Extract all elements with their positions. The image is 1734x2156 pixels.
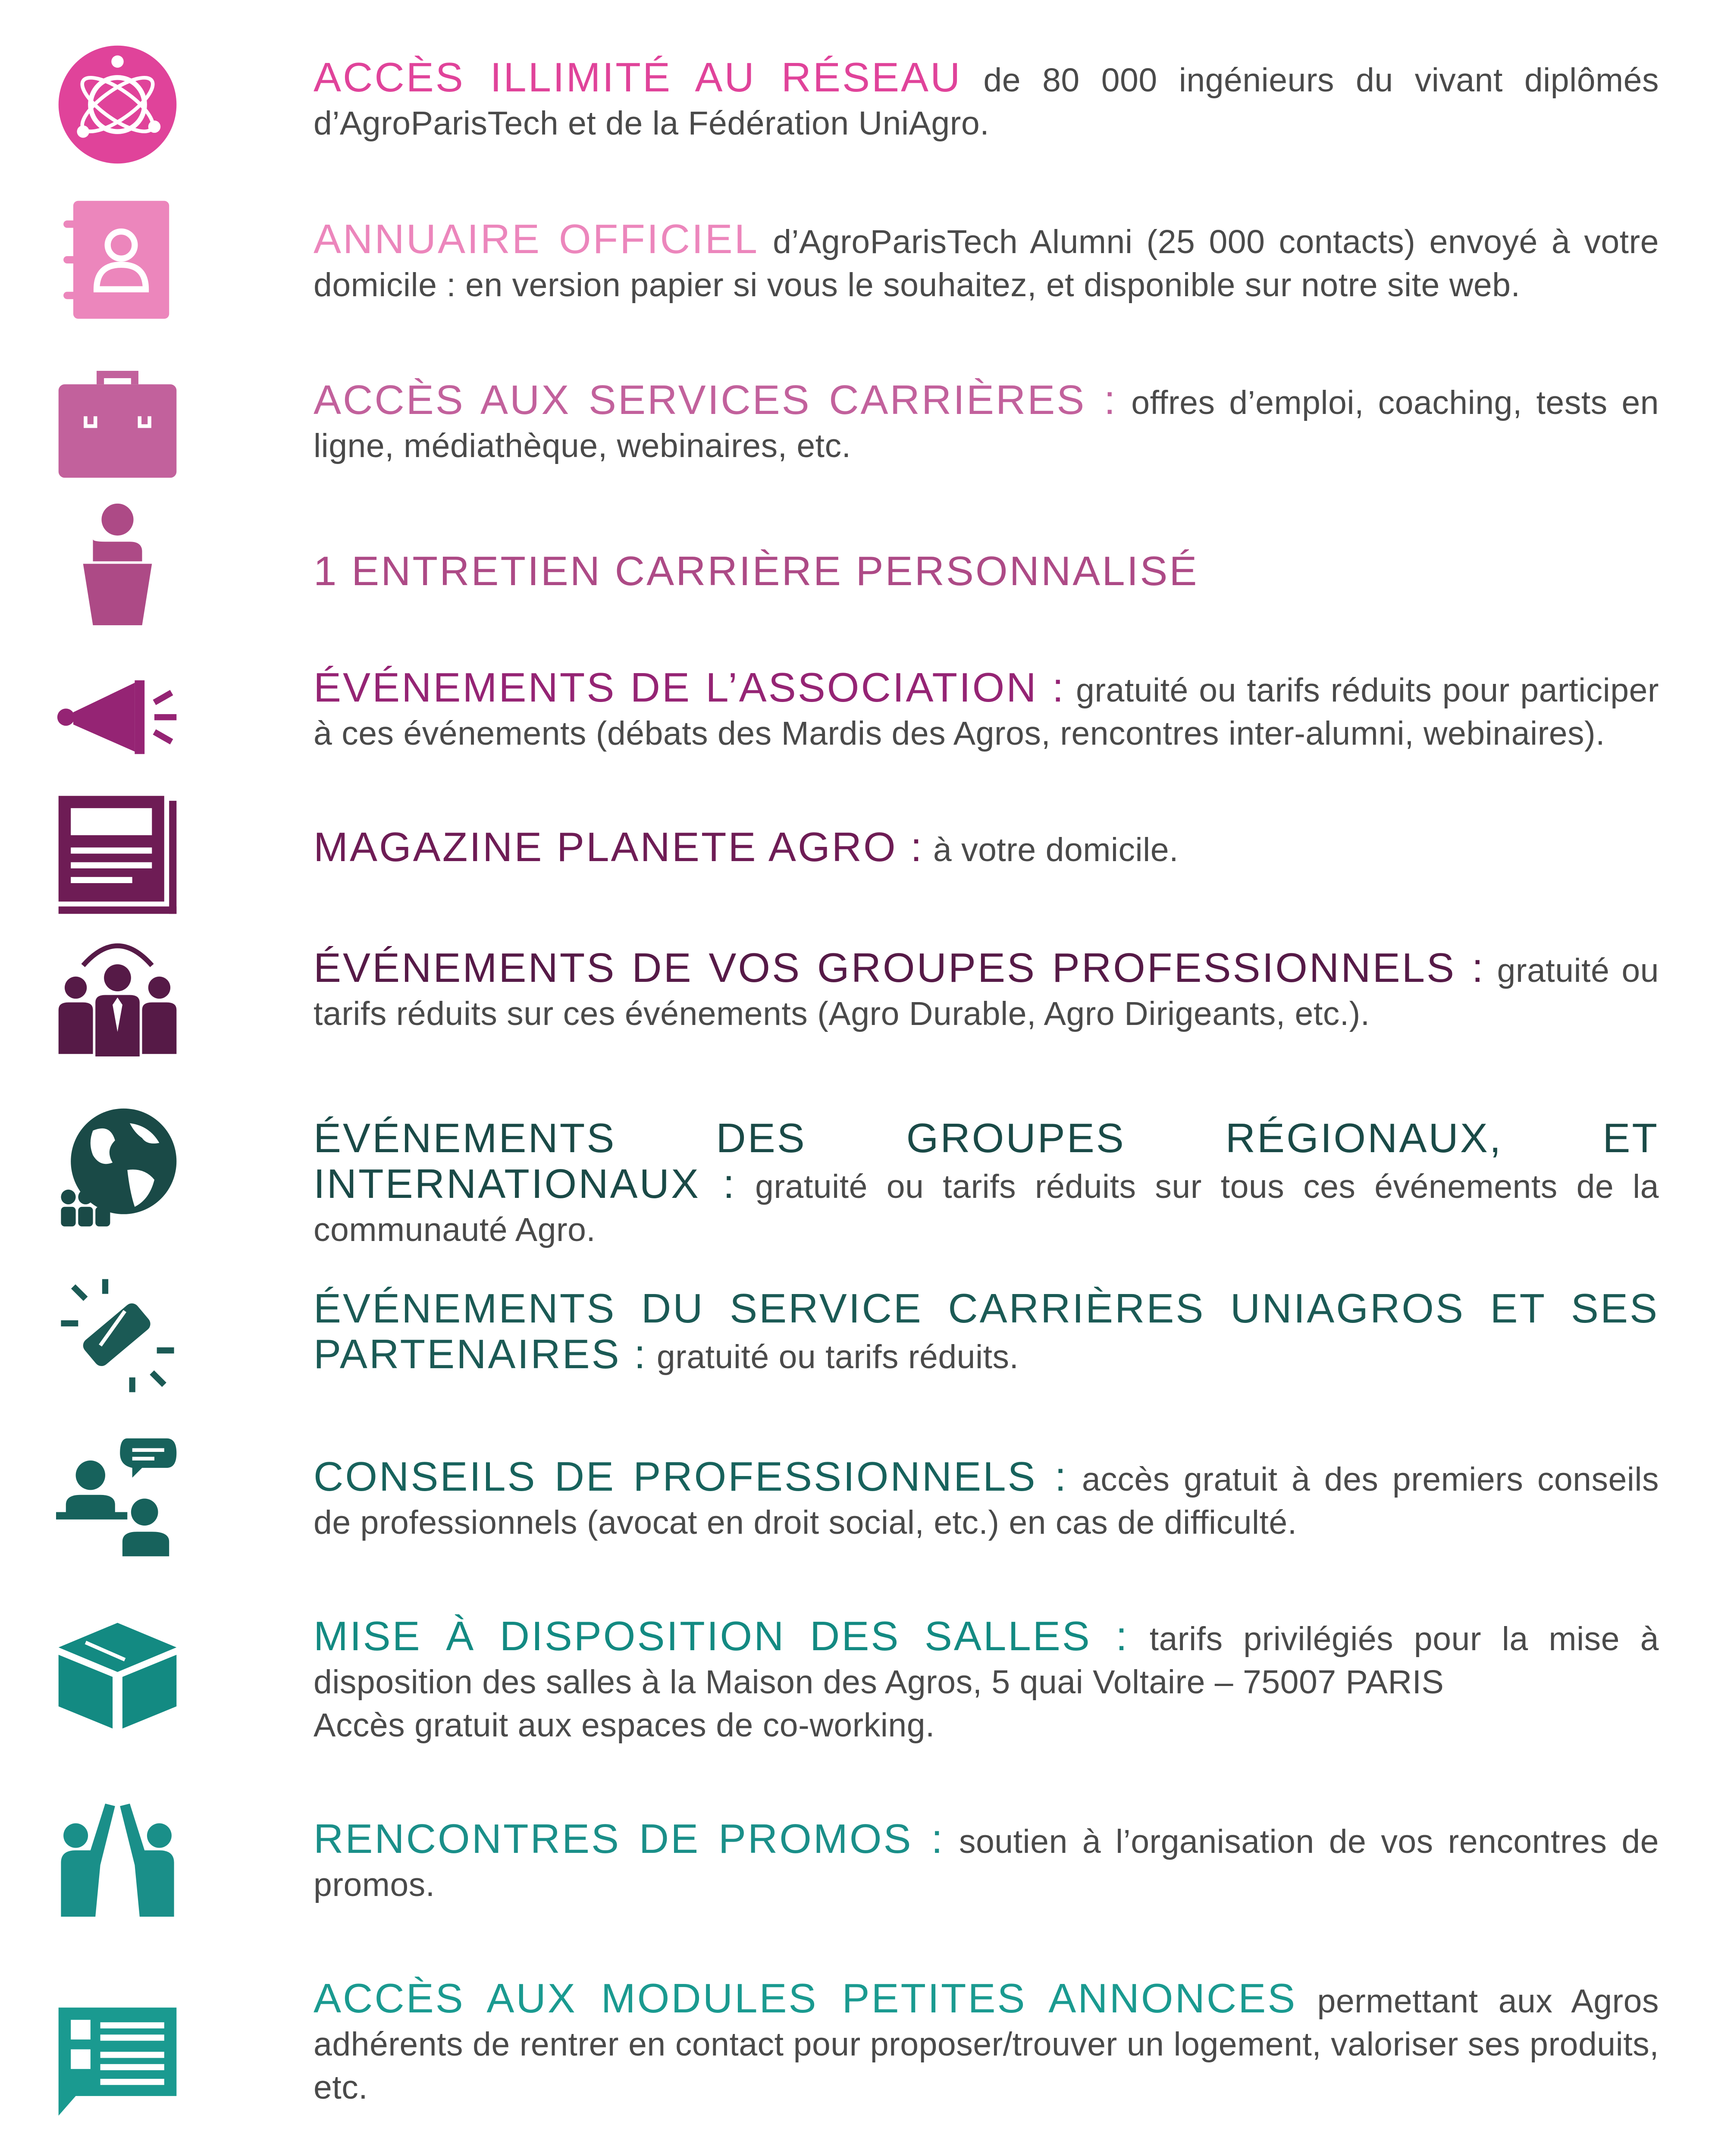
item-description: gratuité ou tarifs réduits pour participer à ces événements (débats des Mardis des Agros, rencontres inter-alumni, webinaires). xyxy=(314,672,1659,752)
world-people-icon xyxy=(56,1106,179,1229)
advice-chat-icon xyxy=(56,1436,179,1559)
item-title: ÉVÉNEMENTS DE L’ASSOCIATION : xyxy=(314,664,1066,711)
item-description: gratuité ou tarifs réduits sur ces événements (Agro Durable, Agro Dirigeants, etc.). xyxy=(314,952,1659,1032)
item-title: 1 ENTRETIEN CARRIÈRE PERSONNALISÉ xyxy=(314,548,1199,594)
diploma-icon xyxy=(56,1274,179,1397)
item-title: ÉVÉNEMENTS DU SERVICE CARRIÈRES UNIAGROS ET SES PARTENAIRES : xyxy=(314,1285,1659,1377)
high-five-icon xyxy=(56,1794,179,1917)
item-title: CONSEILS DE PROFESSIONNELS : xyxy=(314,1454,1068,1500)
item-description-extra: Accès gratuit aux espaces de co-working. xyxy=(314,1707,935,1744)
item-title: ACCÈS AUX SERVICES CARRIÈRES : xyxy=(314,377,1117,423)
business-group-icon xyxy=(56,934,179,1056)
item-description: à votre domicile. xyxy=(923,831,1179,868)
item-description: accès gratuit à des premiers conseils de professionnels (avocat en droit social, etc.) en cas de difficulté. xyxy=(314,1461,1659,1541)
item-description: offres d’emploi, coaching, tests en ligne, médiathèque, webinaires, etc. xyxy=(314,384,1659,464)
classified-ads-icon xyxy=(56,2005,179,2128)
item-title: ÉVÉNEMENTS DE VOS GROUPES PROFESSIONNELS : xyxy=(314,945,1485,991)
item-title: MISE À DISPOSITION DES SALLES : xyxy=(314,1613,1129,1659)
item-description: permettant aux Agros adhérents de rentrer en contact pour proposer/trouver un logement, valoriser ses produits, etc. xyxy=(314,1983,1659,2106)
item-title: ANNUAIRE OFFICIEL xyxy=(314,216,759,262)
item-title: ÉVÉNEMENTS DES GROUPES RÉGIONAUX, ET INTERNATIONAUX : xyxy=(314,1115,1659,1207)
briefcase-icon xyxy=(56,362,179,485)
megaphone-icon xyxy=(56,653,179,776)
item-title: ACCÈS AUX MODULES PETITES ANNONCES xyxy=(314,1975,1297,2021)
address-book-icon xyxy=(56,198,179,321)
item-description: d’AgroParisTech Alumni (25 000 contacts) envoyé à votre domicile : en version papier si vous le souhaitez, et disponible sur notre site web. xyxy=(314,223,1659,304)
item-description: de 80 000 ingénieurs du vivant diplômés d’AgroParisTech et de la Fédération UniAgro. xyxy=(314,62,1659,142)
speaker-podium-icon xyxy=(56,502,179,625)
network-globe-icon xyxy=(56,43,179,166)
item-description: soutien à l’organisation de vos rencontres de promos. xyxy=(314,1823,1659,1903)
newspaper-icon xyxy=(56,793,179,916)
item-description: gratuité ou tarifs réduits sur tous ces événements de la communauté Agro. xyxy=(314,1168,1659,1248)
item-description: tarifs privilégiés pour la mise à disposition des salles à la Maison des Agros, 5 quai Voltaire – 75007 PARIS xyxy=(314,1620,1659,1701)
item-title: RENCONTRES DE PROMOS : xyxy=(314,1816,945,1862)
item-title: ACCÈS ILLIMITÉ AU RÉSEAU xyxy=(314,54,962,100)
item-title: MAGAZINE PLANETE AGRO : xyxy=(314,824,924,870)
room-box-icon xyxy=(56,1611,179,1733)
item-description: gratuité ou tarifs réduits. xyxy=(647,1338,1019,1376)
